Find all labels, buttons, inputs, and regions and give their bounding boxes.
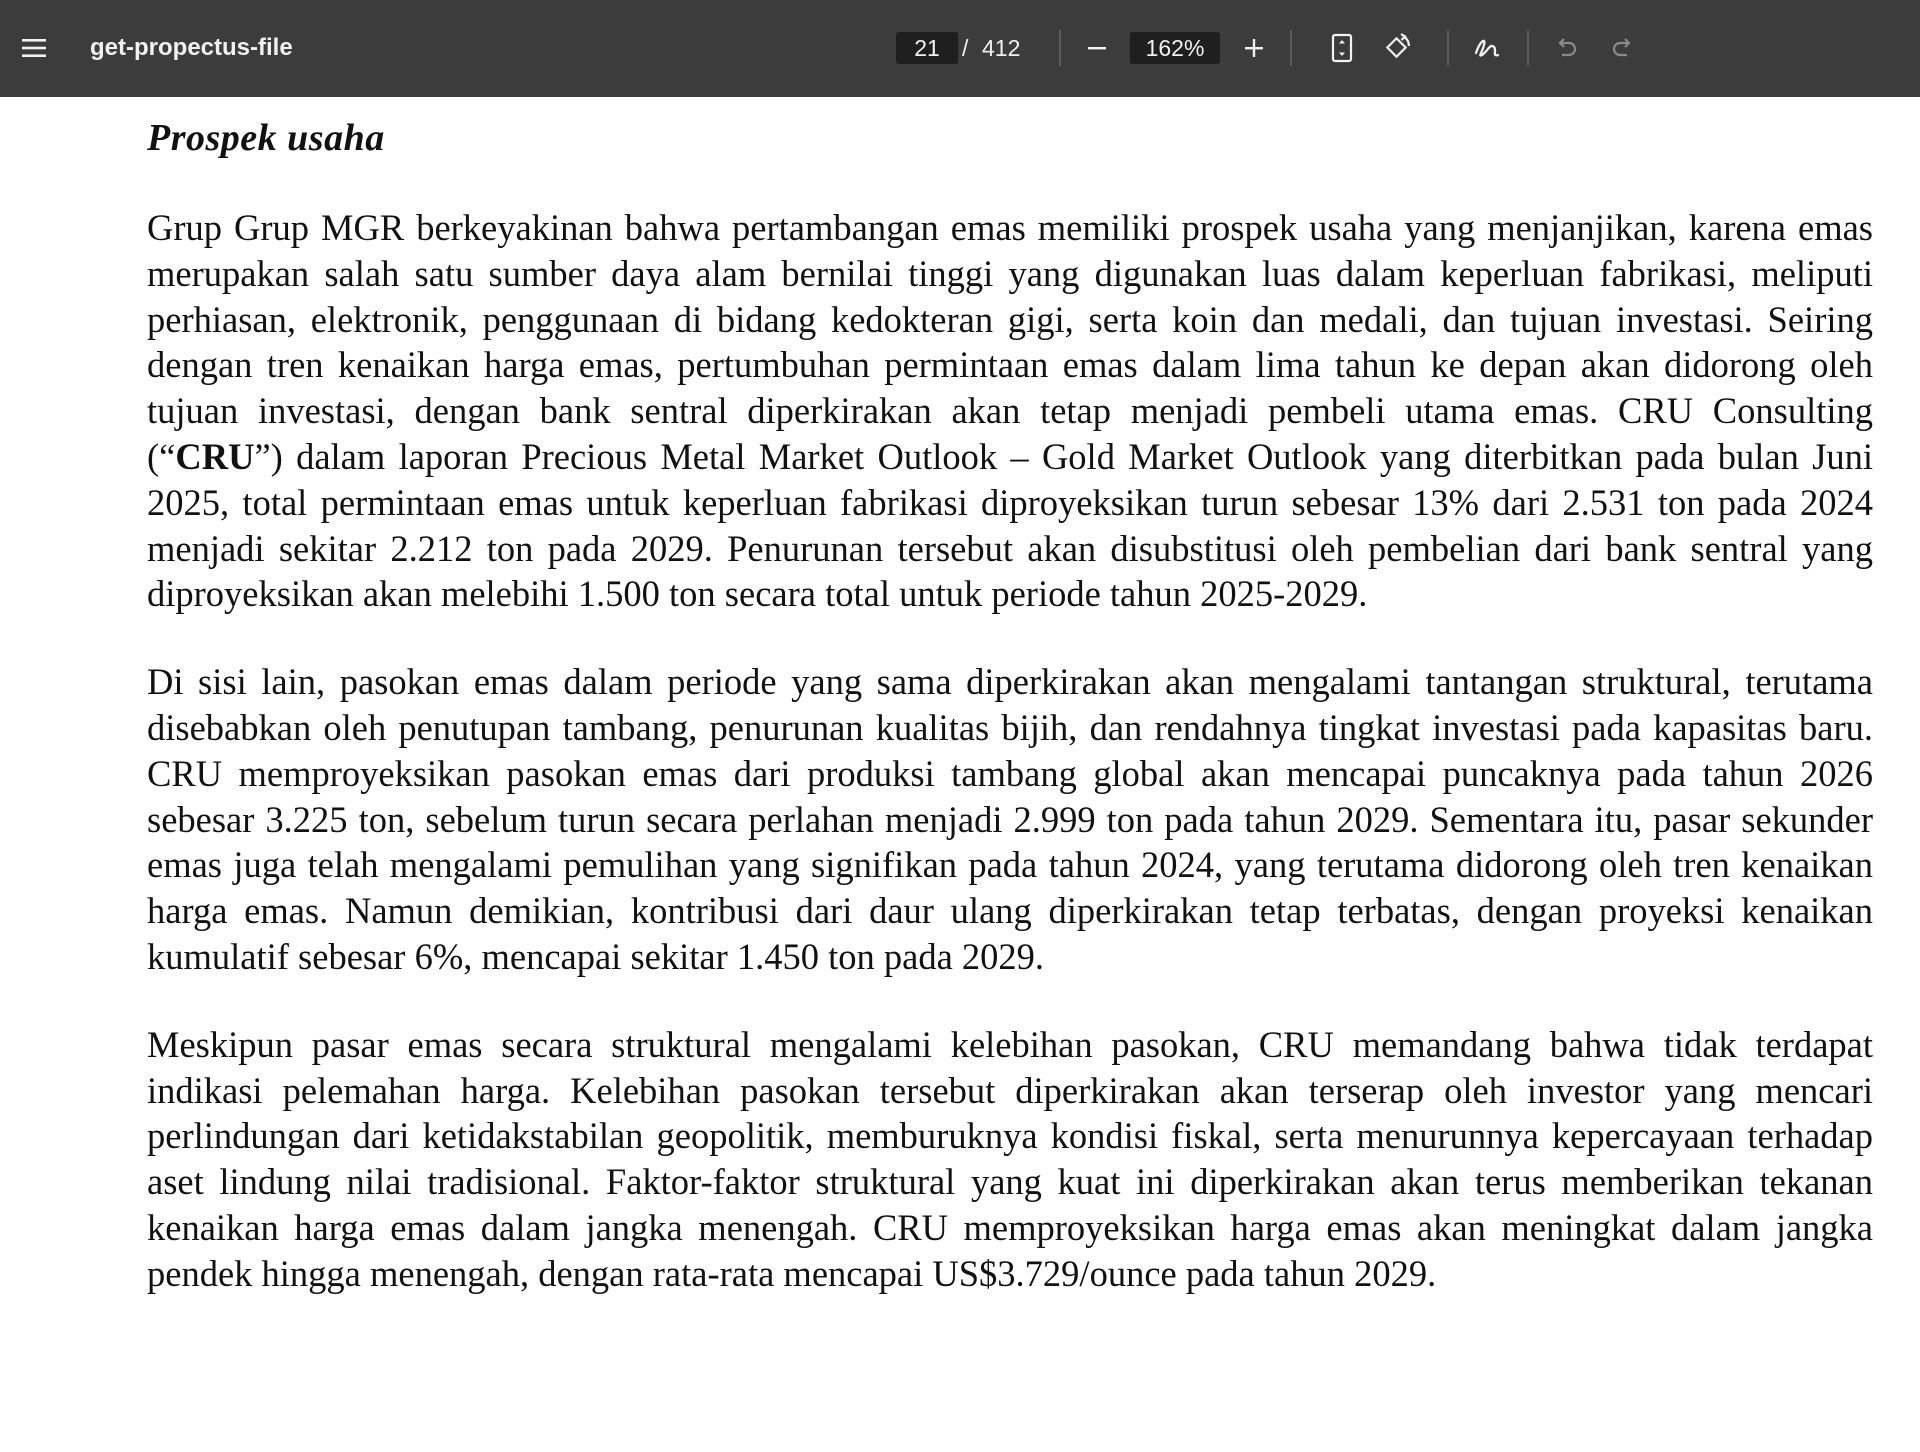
toolbar-divider (1059, 30, 1061, 66)
page-total: 412 (982, 35, 1021, 61)
plus-icon (1242, 36, 1266, 60)
page-separator: / (962, 35, 969, 61)
rotate-icon (1381, 32, 1413, 64)
page-number-input[interactable] (896, 32, 958, 64)
zoom-level-input[interactable] (1130, 32, 1220, 64)
bold-term: CRU (175, 435, 255, 477)
zoom-in-button[interactable] (1234, 28, 1274, 68)
document-title: get-propectus-file (90, 34, 293, 61)
toolbar-divider (1447, 30, 1449, 66)
redo-icon (1610, 35, 1636, 61)
draw-icon (1472, 33, 1502, 63)
pdf-viewer-area[interactable] (0, 97, 1920, 1452)
body-paragraph: Meskipun pasar emas secara struktural mengalami kelebihan pasokan, CRU memandang bahwa tidak terdapat indikasi pelemahan harga. Kelebihan pasokan tersebut diperkirakan akan terserap oleh investor yang mencari perlindungan dari ketidakstabilan geopolitik, memburuknya kondisi fiskal, serta menurunnya kepercayaan terhadap aset lindung nilai tradisional. Faktor-faktor struktural yang kuat ini diperkirakan akan terus memberikan tekanan kenaikan harga emas dalam jangka menengah. CRU memproyeksikan harga emas akan meningkat dalam jangka pendek hingga menengah, dengan rata-rata mencapai US$3.729/ounce pada tahun 2029. (147, 1023, 1873, 1294)
minus-icon (1085, 36, 1109, 60)
zoom-out-button[interactable] (1077, 28, 1117, 68)
section-heading: Prospek usaha (147, 117, 385, 159)
fit-page-icon (1329, 33, 1355, 63)
paragraph-text: ”) dalam laporan Precious Metal Market Outlook – Gold Market Outlook yang diterbitkan pada bulan Juni 2025, total permintaan emas untuk keperluan fabrikasi diproyeksikan turun sebesar 13% dari 2.531 ton pada 2024 menjadi sekitar 2.212 ton pada 2029. Penurunan tersebut akan disubstitusi oleh pembelian dari bank sentral yang diproyeksikan akan melebihi 1.500 ton secara total untuk periode tahun 2025-2029. (147, 435, 1873, 615)
pdf-page (147, 97, 1873, 1297)
fit-page-button[interactable] (1322, 28, 1362, 68)
redo-button[interactable] (1603, 28, 1643, 68)
pdf-toolbar (0, 0, 1920, 97)
hamburger-menu-icon[interactable] (14, 28, 54, 68)
body-paragraph: Di sisi lain, pasokan emas dalam periode yang sama diperkirakan akan mengalami tantangan struktural, terutama disebabkan oleh penutupan tambang, penurunan kualitas bijih, dan rendahnya tingkat investasi pada kapasitas baru. CRU memproyeksikan pasokan emas dari produksi tambang global akan mencapai puncaknya pada tahun 2026 sebesar 3.225 ton, sebelum turun secara perlahan menjadi 2.999 ton pada tahun 2029. Sementara itu, pasar sekunder emas juga telah mengalami pemulihan yang signifikan pada tahun 2024, yang terutama didorong oleh tren kenaikan harga emas. Namun demikian, kontribusi dari daur ulang diperkirakan tetap terbatas, dengan proyeksi kenaikan kumulatif sebesar 6%, mencapai sekitar 1.450 ton pada 2029. (147, 661, 1873, 977)
body-paragraph (147, 205, 1873, 617)
toolbar-divider (1290, 30, 1292, 66)
undo-icon (1553, 35, 1579, 61)
annotate-button[interactable] (1467, 28, 1507, 68)
rotate-button[interactable] (1377, 28, 1417, 68)
paragraph-text: Grup Grup MGR berkeyakinan bahwa pertambangan emas memiliki prospek usaha yang menjanjikan, karena emas merupakan salah satu sumber daya alam bernilai tinggi yang digunakan luas dalam keperluan fabrikasi, meliputi perhiasan, elektronik, penggunaan di bidang kedokteran gigi, serta koin dan medali, dan tujuan investasi. Seiring dengan tren kenaikan harga emas, pertumbuhan permintaan emas dalam lima tahun ke depan akan didorong oleh tujuan investasi, dengan bank sentral diperkirakan akan tetap menjadi pembeli utama emas. CRU Consulting (“ (147, 207, 1873, 477)
undo-button[interactable] (1546, 28, 1586, 68)
toolbar-divider (1527, 30, 1529, 66)
